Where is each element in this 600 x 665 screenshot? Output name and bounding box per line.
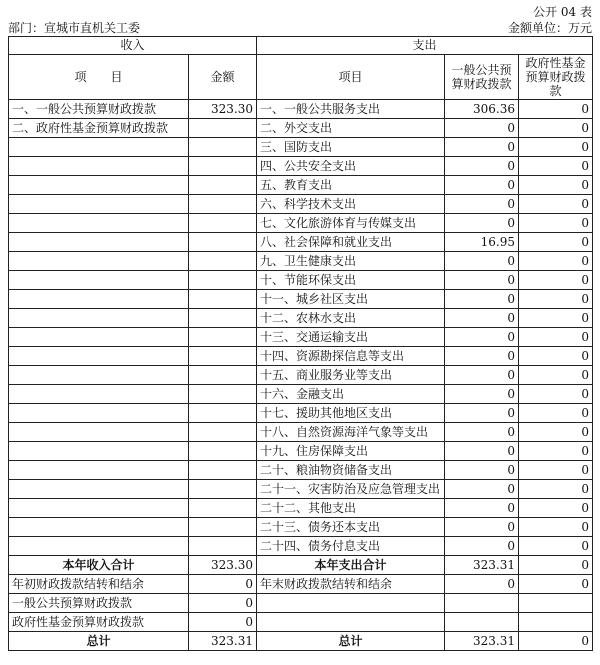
expense-item-fund: 0	[519, 100, 593, 119]
income-item-amount	[189, 461, 257, 480]
table-row	[9, 423, 593, 442]
expense-item-fund: 0	[519, 252, 593, 271]
table-row	[9, 461, 593, 480]
table-row	[9, 252, 593, 271]
table-row	[9, 138, 593, 157]
income-item-amount	[189, 480, 257, 499]
expense-item-label: 十六、金融支出	[257, 385, 445, 404]
expense-item-label: 二十二、其他支出	[257, 499, 445, 518]
income-item-amount	[189, 271, 257, 290]
income-item-label	[9, 537, 189, 556]
expense-item-label: 八、社会保障和就业支出	[257, 233, 445, 252]
expense-item-fund: 0	[519, 157, 593, 176]
income-item-amount	[189, 385, 257, 404]
expense-item-fund: 0	[519, 290, 593, 309]
empty-cell	[519, 613, 593, 632]
expense-item-fund: 0	[519, 328, 593, 347]
expense-item-label: 二十三、债务还本支出	[257, 518, 445, 537]
table-row	[9, 176, 593, 195]
expense-item-label: 二十一、灾害防治及应急管理支出	[257, 480, 445, 499]
expense-item-general: 0	[445, 157, 519, 176]
income-item-label: 一、一般公共预算财政拨款	[9, 100, 189, 119]
income-total-amount: 323.30	[189, 556, 257, 575]
expense-item-fund: 0	[519, 214, 593, 233]
income-item-amount	[189, 499, 257, 518]
expense-item-label: 十四、资源勘探信息等支出	[257, 347, 445, 366]
empty-cell	[445, 594, 519, 613]
income-item-label	[9, 271, 189, 290]
expense-item-general: 0	[445, 176, 519, 195]
income-item-label	[9, 442, 189, 461]
carry-in-fund-amount: 0	[189, 613, 257, 632]
expense-item-label: 二十四、债务付息支出	[257, 537, 445, 556]
table-row	[9, 442, 593, 461]
income-item-label	[9, 157, 189, 176]
carry-out-general: 0	[445, 575, 519, 594]
income-item-amount	[189, 157, 257, 176]
expense-item-fund: 0	[519, 404, 593, 423]
empty-cell	[257, 594, 445, 613]
expense-item-fund: 0	[519, 119, 593, 138]
expense-item-label: 九、卫生健康支出	[257, 252, 445, 271]
expense-item-label: 十八、自然资源海洋气象等支出	[257, 423, 445, 442]
empty-cell	[519, 594, 593, 613]
income-item-amount	[189, 252, 257, 271]
expense-item-fund: 0	[519, 480, 593, 499]
table-row	[9, 366, 593, 385]
income-item-amount	[189, 309, 257, 328]
expense-item-label: 一、一般公共服务支出	[257, 100, 445, 119]
expense-item-general: 0	[445, 195, 519, 214]
expense-item-general: 0	[445, 480, 519, 499]
expense-item-label: 五、教育支出	[257, 176, 445, 195]
income-item-label	[9, 480, 189, 499]
general-budget-header: 一般公共预算财政拨款	[445, 55, 519, 100]
expense-item-label: 十一、城乡社区支出	[257, 290, 445, 309]
income-item-amount	[189, 138, 257, 157]
expense-item-fund: 0	[519, 366, 593, 385]
income-item-amount	[189, 518, 257, 537]
expense-item-label: 六、科学技术支出	[257, 195, 445, 214]
income-item-amount	[189, 442, 257, 461]
income-item-amount	[189, 537, 257, 556]
expense-total-general: 323.31	[445, 556, 519, 575]
expense-item-general: 0	[445, 385, 519, 404]
expense-item-fund: 0	[519, 499, 593, 518]
expense-item-label: 七、文化旅游体育与传媒支出	[257, 214, 445, 233]
carry-out-fund: 0	[519, 575, 593, 594]
income-item-amount	[189, 176, 257, 195]
expense-total-label: 本年支出合计	[257, 556, 445, 575]
income-item-amount: 323.30	[189, 100, 257, 119]
table-row	[9, 309, 593, 328]
table-row	[9, 100, 593, 119]
expense-item-label: 十、节能环保支出	[257, 271, 445, 290]
income-item-label	[9, 423, 189, 442]
income-item-amount	[189, 404, 257, 423]
income-item-header: 项 目	[9, 55, 189, 100]
expense-item-general: 16.95	[445, 233, 519, 252]
expense-item-label: 三、国防支出	[257, 138, 445, 157]
expense-item-general: 0	[445, 138, 519, 157]
carry-in-fund-label: 政府性基金预算财政拨款	[9, 613, 189, 632]
expense-item-general: 0	[445, 518, 519, 537]
expense-item-general: 0	[445, 252, 519, 271]
grand-total-expense-general: 323.31	[445, 632, 519, 651]
expense-item-general: 0	[445, 499, 519, 518]
expense-item-header: 项目	[257, 55, 445, 100]
income-item-label	[9, 385, 189, 404]
table-row	[9, 290, 593, 309]
expense-item-general: 0	[445, 461, 519, 480]
expense-item-general: 0	[445, 347, 519, 366]
carry-out-label: 年末财政拨款结转和结余	[257, 575, 445, 594]
income-item-label	[9, 195, 189, 214]
income-item-label	[9, 366, 189, 385]
grand-total-expense-label: 总计	[257, 632, 445, 651]
table-row	[9, 347, 593, 366]
grand-total-expense-fund: 0	[519, 632, 593, 651]
carry-in-amount: 0	[189, 575, 257, 594]
income-item-amount	[189, 347, 257, 366]
table-row	[9, 119, 593, 138]
table-row	[9, 328, 593, 347]
expense-item-fund: 0	[519, 233, 593, 252]
expense-item-label: 四、公共安全支出	[257, 157, 445, 176]
income-item-label	[9, 328, 189, 347]
income-item-label	[9, 309, 189, 328]
table-row	[9, 233, 593, 252]
income-item-label	[9, 233, 189, 252]
expense-total-fund: 0	[519, 556, 593, 575]
income-total-label: 本年收入合计	[9, 556, 189, 575]
income-item-label	[9, 214, 189, 233]
expense-item-fund: 0	[519, 195, 593, 214]
expense-item-general: 0	[445, 290, 519, 309]
table-row	[9, 537, 593, 556]
expense-item-fund: 0	[519, 271, 593, 290]
expense-item-general: 0	[445, 442, 519, 461]
expense-item-general: 0	[445, 309, 519, 328]
table-row	[9, 518, 593, 537]
grand-total-income-label: 总计	[9, 632, 189, 651]
empty-cell	[257, 613, 445, 632]
income-item-amount	[189, 290, 257, 309]
table-row	[9, 271, 593, 290]
unit-label: 金额单位：万元	[507, 21, 592, 35]
expense-item-general: 306.36	[445, 100, 519, 119]
expense-item-label: 十九、住房保障支出	[257, 442, 445, 461]
table-row	[9, 157, 593, 176]
expense-item-fund: 0	[519, 176, 593, 195]
table-row	[9, 499, 593, 518]
income-item-label	[9, 138, 189, 157]
expense-item-general: 0	[445, 366, 519, 385]
expense-item-label: 十三、交通运输支出	[257, 328, 445, 347]
income-item-label	[9, 252, 189, 271]
income-item-label	[9, 461, 189, 480]
expense-item-label: 十二、农林水支出	[257, 309, 445, 328]
expense-item-fund: 0	[519, 518, 593, 537]
income-item-label	[9, 404, 189, 423]
income-item-amount	[189, 233, 257, 252]
expense-item-label: 二十、粮油物资储备支出	[257, 461, 445, 480]
carry-in-general-label: 一般公共预算财政拨款	[9, 594, 189, 613]
expense-item-general: 0	[445, 271, 519, 290]
carry-in-label: 年初财政拨款结转和结余	[9, 575, 189, 594]
income-item-label	[9, 347, 189, 366]
table-row	[9, 404, 593, 423]
income-item-label	[9, 290, 189, 309]
income-item-amount	[189, 328, 257, 347]
expense-item-fund: 0	[519, 537, 593, 556]
table-row	[9, 195, 593, 214]
expense-item-fund: 0	[519, 423, 593, 442]
income-item-label: 二、政府性基金预算财政拨款	[9, 119, 189, 138]
income-item-label	[9, 499, 189, 518]
form-number: 公开 04 表	[533, 5, 592, 19]
expense-item-label: 十七、援助其他地区支出	[257, 404, 445, 423]
expense-item-fund: 0	[519, 461, 593, 480]
table-row	[9, 480, 593, 499]
empty-cell	[445, 613, 519, 632]
expense-item-label: 二、外交支出	[257, 119, 445, 138]
expense-item-fund: 0	[519, 138, 593, 157]
table-row	[9, 214, 593, 233]
expense-item-general: 0	[445, 328, 519, 347]
grand-total-income-amount: 323.31	[189, 632, 257, 651]
income-amount-header: 金额	[189, 55, 257, 100]
income-header: 收入	[9, 37, 257, 55]
income-item-amount	[189, 195, 257, 214]
expense-item-general: 0	[445, 404, 519, 423]
income-item-label	[9, 518, 189, 537]
expense-item-fund: 0	[519, 442, 593, 461]
expense-item-label: 十五、商业服务业等支出	[257, 366, 445, 385]
expense-item-fund: 0	[519, 347, 593, 366]
carry-in-general-amount: 0	[189, 594, 257, 613]
expense-item-general: 0	[445, 214, 519, 233]
expense-header: 支出	[257, 37, 593, 55]
table-row	[9, 385, 593, 404]
fund-budget-header: 政府性基金预算财政拨款	[519, 55, 593, 100]
expense-item-fund: 0	[519, 385, 593, 404]
income-item-amount	[189, 119, 257, 138]
income-item-label	[9, 176, 189, 195]
expense-item-fund: 0	[519, 309, 593, 328]
income-item-amount	[189, 214, 257, 233]
expense-item-general: 0	[445, 119, 519, 138]
department-label: 部门：宣城市直机关工委	[8, 21, 141, 35]
income-item-amount	[189, 423, 257, 442]
budget-table	[8, 36, 593, 651]
expense-item-general: 0	[445, 423, 519, 442]
expense-item-general: 0	[445, 537, 519, 556]
income-item-amount	[189, 366, 257, 385]
